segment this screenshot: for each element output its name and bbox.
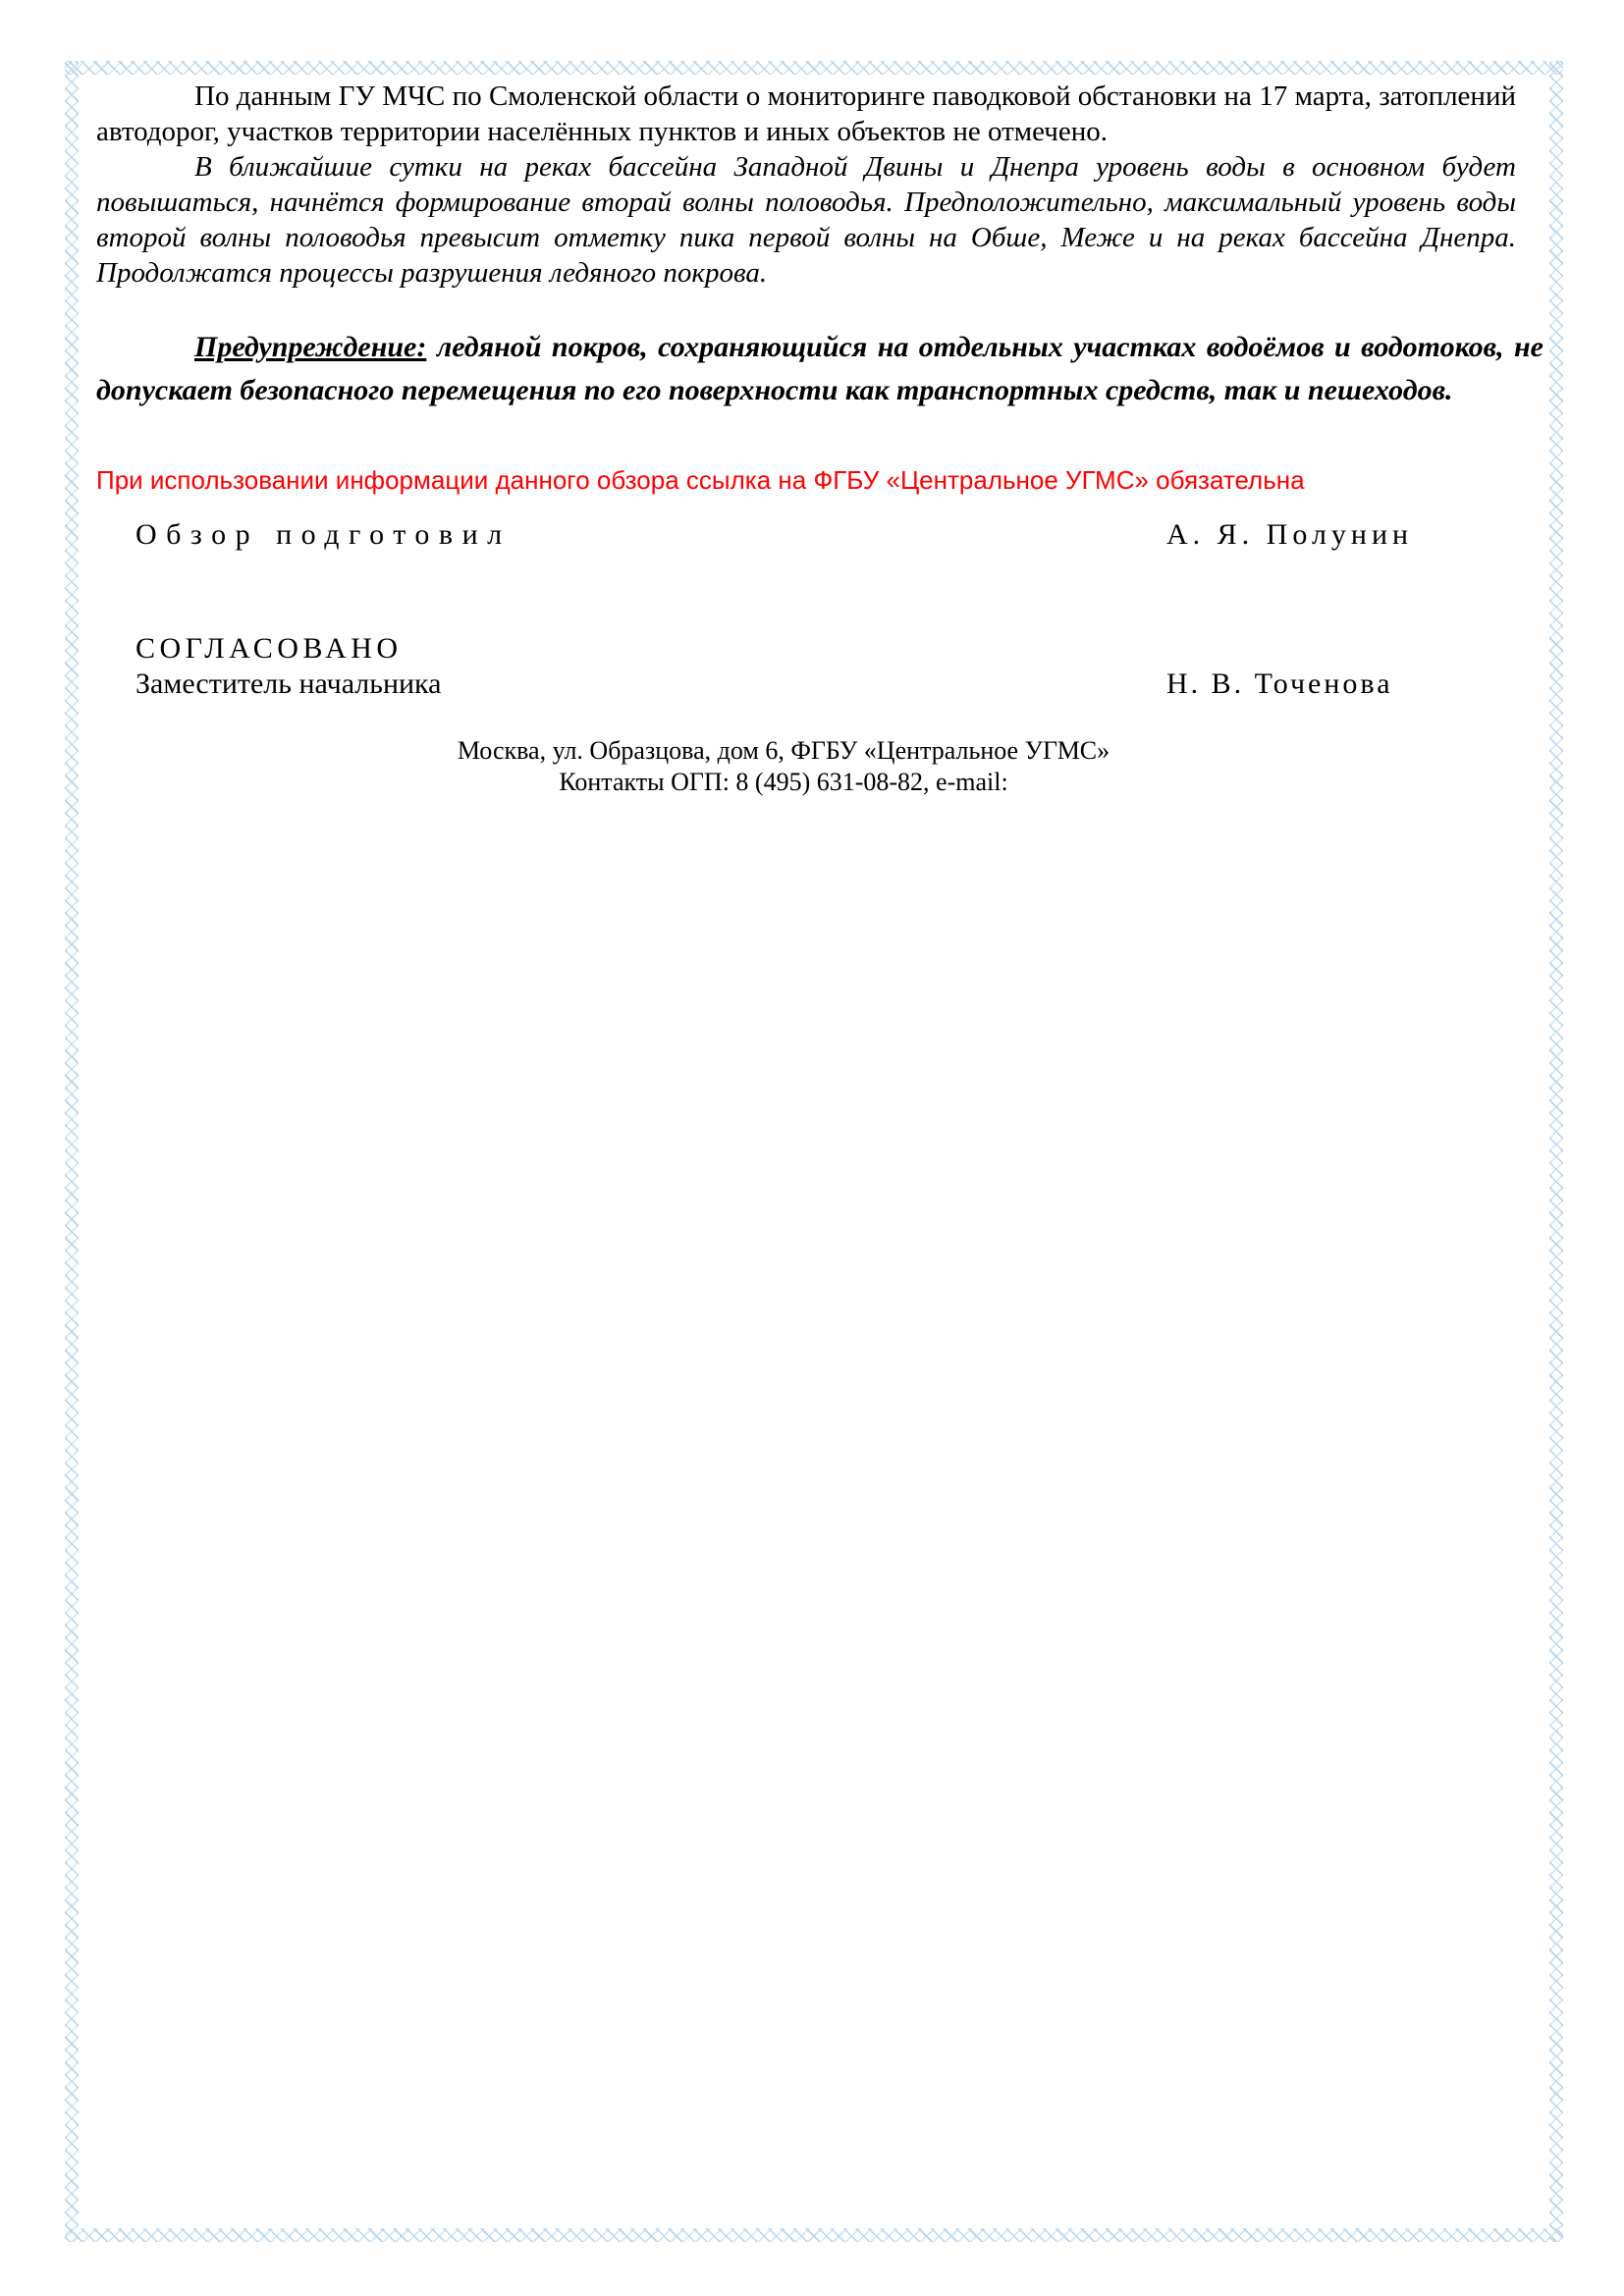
- warning-text: ледяной покров, сохраняющийся на отдельных участках водоёмов и водотоков, не допускает безопасного перемещения по его поверхности как транспортных средств, так и пешеходов.: [96, 331, 1543, 406]
- warning-paragraph: [96, 326, 1543, 412]
- approved-by-row: [96, 665, 1516, 704]
- deputy-label: Заместитель начальника: [135, 667, 442, 700]
- prepared-by-label: Обзор подготовил: [135, 518, 512, 551]
- forecast-paragraph: В ближайшие сутки на реках бассейна Западной Двины и Днепра уровень воды в основном будет повышаться, начнётся формирование вторай волны половодья. Предположительно, максимальный уровень воды второй волны половодья превысит отметку пика первой волны на Обше, Меже и на реках бассейна Днепра. Продолжатся процессы разрушения ледяного покрова.: [96, 151, 1516, 289]
- contacts-line: Контакты ОГП: 8 (495) 631-08-82, e-mail:: [559, 768, 1008, 796]
- warning-label: Предупреждение:: [194, 331, 427, 363]
- border-right: [1549, 61, 1563, 2242]
- mchs-report-paragraph: По данным ГУ МЧС по Смоленской области о мониторинге паводковой обстановки на 17 марта, затоплений автодорог, участков территории населённых пунктов и иных объектов не отмечено.: [96, 80, 1516, 147]
- agreed-label: СОГЛАСОВАНО: [135, 632, 403, 665]
- address-line: Москва, ул. Образцова, дом 6, ФГБУ «Центральное УГМС»: [457, 736, 1110, 765]
- border-top: [65, 61, 1563, 75]
- border-bottom: [65, 2228, 1563, 2242]
- citation-notice: При использовании информации данного обзора ссылка на ФГБУ «Центральное УГМС» обязательна: [96, 465, 1305, 495]
- footer: [96, 735, 1471, 798]
- border-left: [65, 61, 79, 2242]
- deputy-name: Н. В. Точенова: [1166, 667, 1393, 700]
- prepared-by-name: А. Я. Полунин: [1166, 518, 1414, 551]
- document-body: [96, 79, 1543, 798]
- prepared-by-row: [96, 515, 1516, 555]
